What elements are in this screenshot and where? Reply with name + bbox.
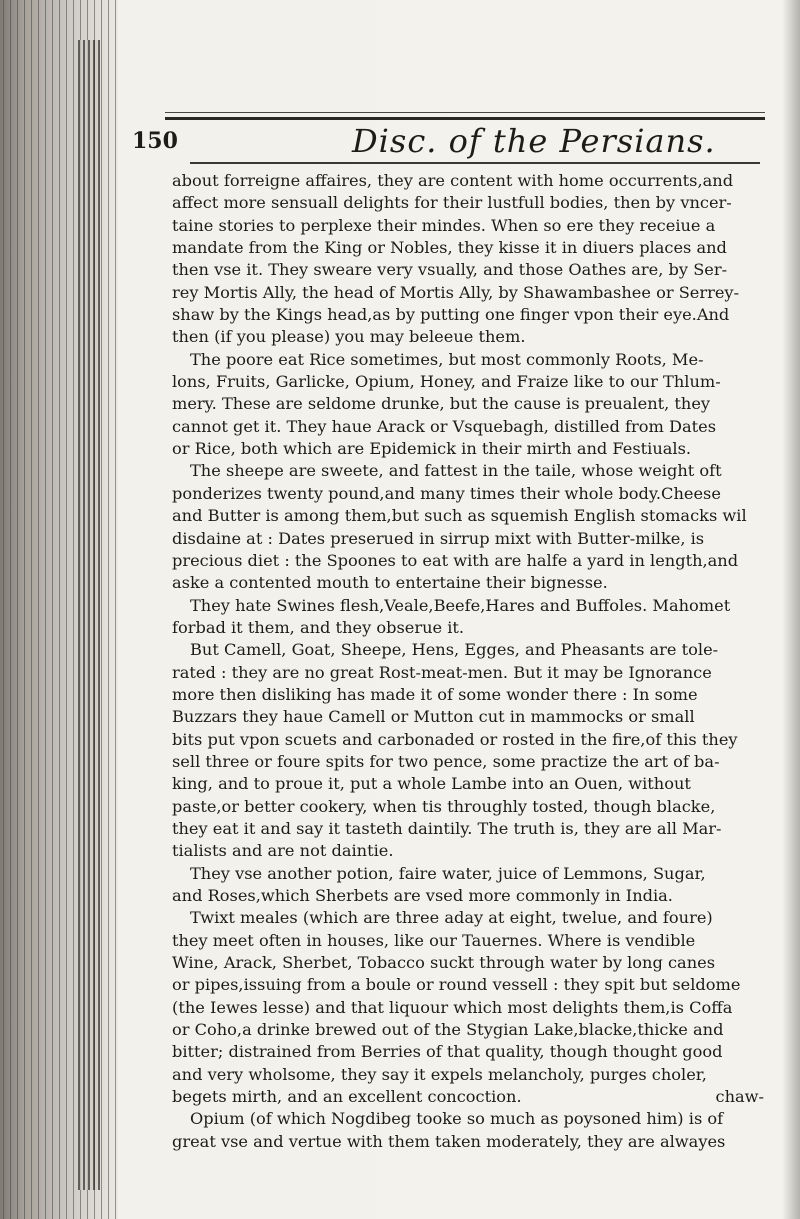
- text-line: forbad it them, and they obserue it.: [172, 617, 465, 637]
- text-line: precious diet : the Spoones to eat with are halfe a yard in length,and: [172, 550, 739, 570]
- text-line: more then disliking has made it of some wonder there : In some: [172, 684, 698, 704]
- text-line: lons, Fruits, Garlicke, Opium, Honey, and Fraize like to our Thlum-: [172, 372, 721, 392]
- page-edge-shadow: [782, 0, 800, 1219]
- book-gutter: [0, 0, 118, 1219]
- text-line: king, and to proue it, put a whole Lambe into an Ouen, without: [172, 774, 691, 794]
- text-line: and Roses,which Sherbets are vsed more commonly in India.: [172, 886, 673, 905]
- text-line: taine stories to perplexe their mindes. When so ere they receiue a: [172, 215, 716, 235]
- text-line: then vse it. They sweare very vsually, and those Oathes are, by Ser-: [172, 260, 728, 280]
- text-line: begets mirth, and an excellent concoction.: [172, 1087, 522, 1107]
- body-text: [172, 170, 768, 1153]
- binding-edge: [78, 40, 100, 1190]
- text-line: then (if you please) you may beleeue them.: [172, 327, 526, 347]
- text-line: The sheepe are sweete, and fattest in the taile, whose weight oft: [190, 461, 722, 481]
- text-line: mandate from the King or Nobles, they kisse it in diuers places and: [172, 238, 727, 258]
- text-line: They hate Swines flesh,Veale,Beefe,Hares and Buffoles. Mahomet: [190, 595, 731, 615]
- text-line: rated : they are no great Rost-meat-men. But it may be Ignorance: [172, 662, 712, 682]
- text-line: aske a contented mouth to entertaine their bignesse.: [172, 573, 608, 593]
- running-head: Disc. of the Persians.: [352, 122, 716, 160]
- text-line: about forreigne affaires, they are content with home occurrents,and: [172, 171, 734, 190]
- top-rule: [165, 117, 765, 120]
- text-line: or Rice, both which are Epidemick in their mirth and Festiuals.: [172, 439, 692, 459]
- catchword: chaw-: [715, 1087, 764, 1106]
- text-line: Twixt meales (which are three aday at eight, twelue, and foure): [190, 908, 713, 928]
- text-line: or pipes,issuing from a boule or round vessell : they spit but seldome: [172, 975, 741, 995]
- text-line: they meet often in houses, like our Tauernes. Where is vendible: [172, 930, 696, 950]
- text-line: (the Iewes lesse) and that liquour which most delights them,is Coffa: [172, 997, 733, 1017]
- head-rule: [190, 162, 760, 164]
- top-rule-thin: [165, 112, 765, 113]
- text-line: shaw by the Kings head,as by putting one finger vpon their eye.And: [172, 305, 730, 325]
- text-line: and very wholsome, they say it expels melancholy, purges choler,: [172, 1064, 707, 1084]
- text-line: ponderizes twenty pound,and many times their whole body.Cheese: [172, 483, 721, 503]
- text-line: cannot get it. They haue Arack or Vsquebagh, distilled from Dates: [172, 416, 716, 436]
- text-line: affect more sensuall delights for their lustfull bodies, then by vncer-: [172, 193, 732, 213]
- page-number: 150: [132, 128, 178, 154]
- text-line: and Butter is among them,but such as squemish English stomacks wil: [172, 506, 747, 526]
- text-line: But Camell, Goat, Sheepe, Hens, Egges, and Pheasants are tole-: [190, 640, 719, 660]
- text-line: Wine, Arack, Sherbet, Tobacco suckt through water by long canes: [172, 953, 716, 973]
- text-line: The poore eat Rice sometimes, but most commonly Roots, Me-: [190, 349, 704, 369]
- text-line: rey Mortis Ally, the head of Mortis Ally, by Shawambashee or Serrey-: [172, 282, 740, 302]
- text-line: tialists and are not daintie.: [172, 841, 394, 861]
- text-line: They vse another potion, faire water, juice of Lemmons, Sugar,: [190, 863, 706, 883]
- text-line: great vse and vertue with them taken moderately, they are alwayes: [172, 1131, 726, 1151]
- text-line: paste,or better cookery, when tis throughly tosted, though blacke,: [172, 796, 716, 816]
- text-line: sell three or foure spits for two pence, some practize the art of ba-: [172, 751, 720, 771]
- text-line: Opium (of which Nogdibeg tooke so much as poysoned him) is of: [190, 1109, 724, 1129]
- text-line: disdaine at : Dates preserued in sirrup mixt with Butter-milke, is: [172, 528, 705, 548]
- text-line: mery. These are seldome drunke, but the cause is preualent, they: [172, 394, 711, 414]
- text-line: bitter; distrained from Berries of that quality, though thought good: [172, 1042, 723, 1062]
- text-line: they eat it and say it tasteth daintily. The truth is, they are all Mar-: [172, 818, 722, 838]
- text-line: Buzzars they haue Camell or Mutton cut in mammocks or small: [172, 707, 695, 727]
- text-line: or Coho,a drinke brewed out of the Stygian Lake,blacke,thicke and: [172, 1020, 724, 1040]
- text-line: bits put vpon scuets and carbonaded or rosted in the fire,of this they: [172, 729, 738, 749]
